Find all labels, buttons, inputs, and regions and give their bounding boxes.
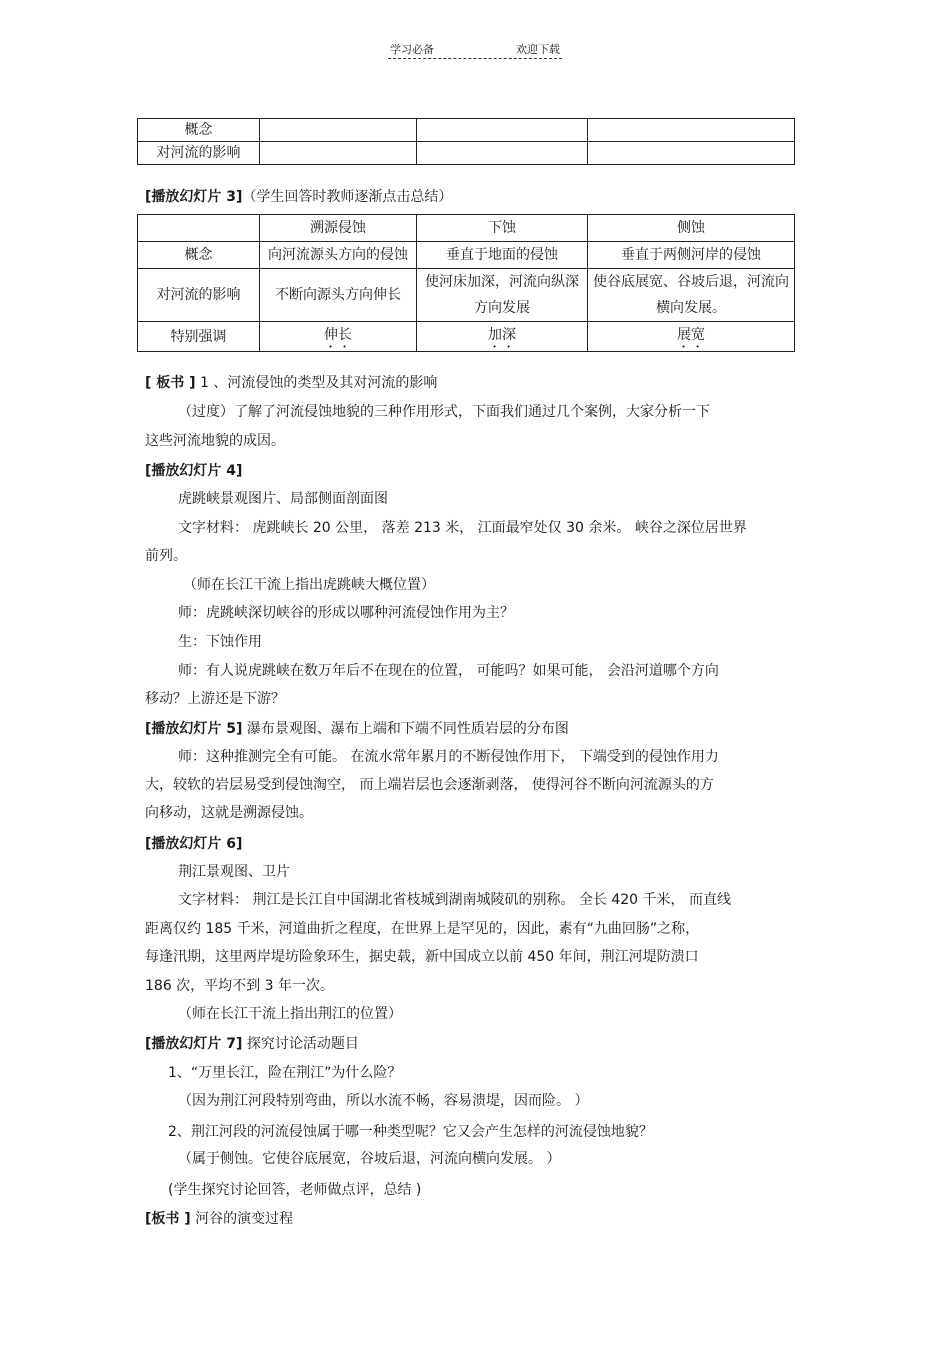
table-cell: 向河流源头方向的侵蚀 [260, 242, 417, 269]
paragraph-line: 186 次，平均不到 3 年一次。 [145, 978, 334, 994]
paragraph-line: （师在长江干流上指出虎跳峡大概位置） [183, 577, 435, 593]
paragraph-line: 师：虎跳峡深切峡谷的形成以哪种河流侵蚀作用为主？ [178, 605, 514, 621]
board-text: 河谷的演变过程 [190, 1211, 294, 1227]
paragraph-line: （过度）了解了河流侵蚀地貌的三种作用形式，下面我们通过几个案例，大家分析一下 [178, 404, 710, 420]
paragraph-line: 虎跳峡景观图片、局部侧面剖面图 [178, 491, 388, 507]
table-cell: 特别强调 [138, 322, 260, 352]
table-cell [260, 119, 417, 142]
table-header-row [138, 215, 795, 242]
table-row [138, 119, 795, 142]
paragraph-line: 师：有人说虎跳峡在数万年后不在现在的位置， 可能吗？如果可能， 会沿河道哪个方向 [178, 663, 719, 679]
paragraph-line: （师在长江干流上指出荆江的位置） [178, 1006, 402, 1022]
paragraph-line: 这些河流地貌的成因。 [145, 433, 285, 449]
table-cell: 概念 [138, 242, 260, 269]
table-cell: 对河流的影响 [138, 142, 260, 165]
slide-tag: [播放幻灯片 3] [145, 189, 243, 205]
table-header-cell [138, 215, 260, 242]
table-cell: 概念 [138, 119, 260, 142]
board-tag: [板书 ] [145, 1211, 191, 1227]
page-header [388, 40, 562, 59]
header-right-text: 欢迎下载 [516, 43, 560, 56]
paragraph-line: 生：下蚀作用 [178, 634, 262, 650]
table-row [138, 322, 795, 352]
slide-note: 瀑布景观图、瀑布上端和下端不同性质岩层的分布图 [242, 721, 569, 737]
empty-erosion-table [137, 118, 795, 165]
slide-tag: [播放幻灯片 7] [145, 1036, 243, 1052]
table-header-cell: 侧蚀 [588, 215, 795, 242]
table-cell [417, 142, 588, 165]
header-left-text: 学习必备 [390, 43, 434, 56]
paragraph-line: 向移动，这就是溯源侵蚀。 [145, 805, 313, 821]
paragraph-line: 每逢汛期，这里两岸堤坊险象环生，据史载，新中国成立以前 450 年间，荆江河堤防溃口 [145, 949, 699, 965]
slide-tag: [播放幻灯片 5] [145, 721, 243, 737]
slide-tag: [播放幻灯片 4] [145, 463, 243, 479]
paragraph-line: 文字材料： 虎跳峡长 20 公里， 落差 213 米， 江面最窄处仅 30 余米。 峡谷之深位居世界 [178, 520, 747, 536]
paragraph-line: 文字材料： 荆江是长江自中国湖北省枝城到湖南城陵矶的别称。 全长 420 千米， 而直线 [178, 892, 731, 908]
table-header-cell: 下蚀 [417, 215, 588, 242]
table-cell [417, 119, 588, 142]
slide3-line [145, 187, 452, 207]
table-row [138, 269, 795, 322]
paragraph-line: 前列。 [145, 548, 187, 564]
table-cell: 不断向源头方向伸长 [260, 269, 417, 322]
table-cell: 伸长 [260, 322, 417, 352]
table-cell: 加深 [417, 322, 588, 352]
slide-note: 探究讨论活动题目 [242, 1036, 359, 1052]
table-cell [260, 142, 417, 165]
table-cell: 垂直于地面的侵蚀 [417, 242, 588, 269]
table-cell: 使河床加深，河流向纵深方向发展 [417, 269, 588, 322]
table-cell: 使谷底展宽、谷坡后退，河流向横向发展。 [588, 269, 795, 322]
board-note-1 [145, 373, 437, 393]
answer-line: （因为荆江河段特别弯曲，所以水流不畅，容易溃堤，因而险。 ） [178, 1093, 589, 1109]
question-line: 1、“万里长江，险在荆江”为什么险？ [168, 1065, 402, 1081]
question-line: 2、荆江河段的河流侵蚀属于哪一种类型呢？它又会产生怎样的河流侵蚀地貌？ [168, 1124, 653, 1140]
erosion-summary-table [137, 214, 795, 352]
table-cell [588, 119, 795, 142]
paragraph-line: 移动？上游还是下游？ [145, 691, 285, 707]
table-cell: 垂直于两侧河岸的侵蚀 [588, 242, 795, 269]
slide5-line [145, 719, 569, 739]
paragraph-line: 荆江景观图、卫片 [178, 864, 290, 880]
paragraph-line: 距离仅约 185 千米，河道曲折之程度，在世界上是罕见的，因此，素有“九曲回肠”之称， [145, 921, 700, 937]
paragraph-line: (学生探究讨论回答，老师做点评，总结 ) [168, 1182, 422, 1198]
slide-tag: [播放幻灯片 6] [145, 836, 243, 852]
board-note-2 [145, 1209, 293, 1229]
slide-note: （学生回答时教师逐渐点击总结） [242, 189, 453, 205]
table-cell: 对河流的影响 [138, 269, 260, 322]
paragraph-line: 大，较软的岩层易受到侵蚀淘空， 而上端岩层也会逐渐剥落， 使得河谷不断向河流源头的方 [145, 777, 714, 793]
table-row [138, 242, 795, 269]
paragraph-line: 师：这种推测完全有可能。 在流水常年累月的不断侵蚀作用下， 下端受到的侵蚀作用力 [178, 749, 719, 765]
board-tag: [ 板书 ] [145, 375, 196, 391]
table-row [138, 142, 795, 165]
table-cell [588, 142, 795, 165]
table-cell: 展宽 [588, 322, 795, 352]
answer-line: （属于侧蚀。它使谷底展宽，谷坡后退，河流向横向发展。 ） [178, 1151, 561, 1167]
board-text: 1 、河流侵蚀的类型及其对河流的影响 [195, 375, 438, 391]
table-header-cell: 溯源侵蚀 [260, 215, 417, 242]
slide7-line [145, 1034, 359, 1054]
